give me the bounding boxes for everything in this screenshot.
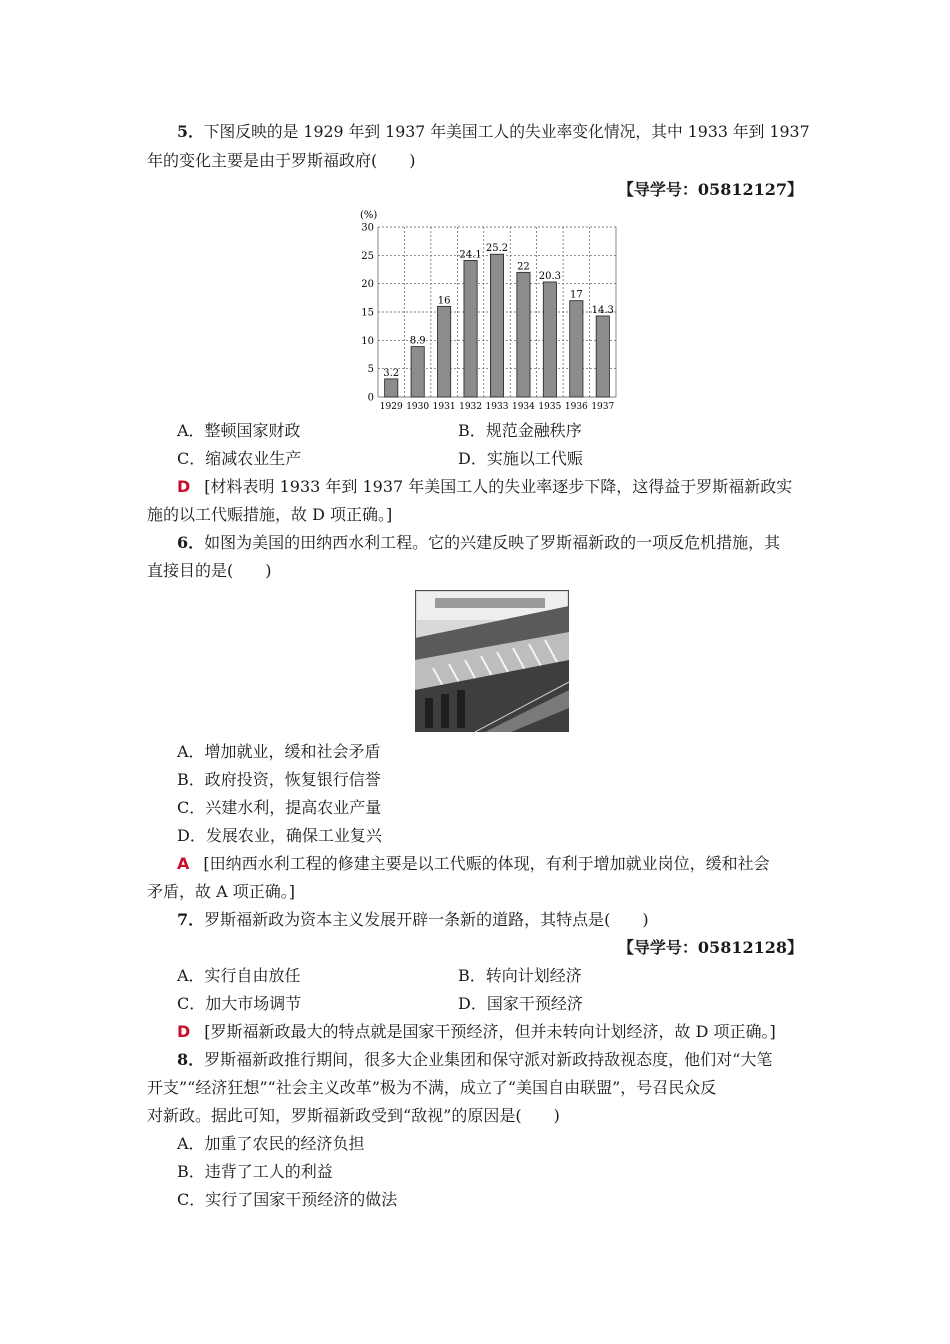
x-tick-label: 1931 [432, 402, 456, 412]
q7-option-c[interactable]: C．加大市场调节 [177, 994, 302, 1013]
q6-explanation-text: [田纳西水利工程的修建主要是以工代赈的体现，有利于增加就业岗位，缓和社会 [203, 854, 770, 873]
x-tick-label: 1936 [564, 402, 588, 412]
chart-y-unit: (%) [360, 210, 378, 221]
x-tick-label: 1934 [511, 402, 535, 412]
q7-stem-text: 罗斯福新政为资本主义发展开辟一条新的道路，其特点是( ) [204, 910, 649, 929]
q6-stem-text: 如图为美国的田纳西水利工程。它的兴建反映了罗斯福新政的一项反危机措施，其 [204, 533, 781, 552]
x-tick-label: 1933 [485, 402, 509, 412]
q5-option-b[interactable]: B．规范金融秩序 [458, 421, 582, 440]
tennessee-dam-photo [415, 590, 569, 732]
q5-guide-number: 【导学号：05812127】 [617, 180, 803, 199]
q5-option-a[interactable]: A．整顿国家财政 [177, 421, 301, 440]
q5-stem-line1 [177, 122, 810, 142]
bar-1930 [411, 347, 424, 397]
y-tick-label: 0 [367, 392, 374, 404]
q5-option-c[interactable]: C．缩减农业生产 [177, 449, 302, 468]
x-tick-label: 1932 [459, 402, 483, 412]
q6-stem-line2: 直接目的是( ) [147, 561, 272, 580]
q8-stem-line1 [177, 1050, 772, 1070]
chart-bars [385, 254, 610, 397]
q7-option-b[interactable]: B．转向计划经济 [458, 966, 582, 985]
bar-1929 [385, 379, 398, 397]
chart-y-ticks [361, 223, 374, 404]
bar-value-label: 8.9 [409, 335, 426, 347]
x-tick-label: 1929 [379, 402, 403, 412]
q7-stem-line1 [177, 910, 649, 930]
y-tick-label: 20 [361, 279, 374, 291]
bar-1936 [570, 301, 583, 397]
bar-value-label: 17 [569, 289, 583, 301]
y-tick-label: 15 [361, 307, 374, 319]
q8-number: 8． [177, 1050, 205, 1069]
bar-1934 [517, 272, 530, 397]
q7-option-d[interactable]: D．国家干预经济 [458, 994, 583, 1013]
q6-option-b[interactable]: B．政府投资，恢复银行信誉 [177, 770, 381, 789]
unemployment-bar-chart [352, 203, 622, 413]
q6-answer: A [177, 854, 190, 873]
bar-value-label: 14.3 [591, 304, 614, 316]
q5-answer: D [177, 477, 191, 496]
q5-explanation-line2: 施的以工代赈措施，故 D 项正确。] [147, 505, 393, 524]
q6-number: 6． [177, 533, 205, 552]
q5-explanation-line1 [177, 477, 792, 497]
q5-stem-text: 下图反映的是 1929 年到 1937 年美国工人的失业率变化情况，其中 1933 年到 1937 [203, 122, 810, 141]
q7-guide-number: 【导学号：05812128】 [617, 938, 803, 957]
q8-option-a[interactable]: A．加重了农民的经济负担 [177, 1134, 365, 1153]
bar-1937 [596, 316, 609, 397]
q5-option-d[interactable]: D．实施以工代赈 [458, 449, 583, 468]
x-tick-label: 1935 [538, 402, 562, 412]
bar-1935 [543, 282, 556, 397]
q7-explanation-line1 [177, 1022, 776, 1042]
bar-value-label: 20.3 [538, 270, 562, 282]
bar-value-label: 3.2 [383, 367, 400, 379]
q7-answer: D [177, 1022, 191, 1041]
y-tick-label: 30 [361, 222, 374, 234]
q5-number: 5． [177, 122, 204, 141]
x-tick-label: 1937 [591, 402, 615, 412]
y-tick-label: 10 [361, 335, 374, 347]
q6-option-c[interactable]: C．兴建水利，提高农业产量 [177, 798, 382, 817]
chart-x-ticks [380, 402, 615, 412]
q8-stem-line2: 开支”“经济狂想”“社会主义改革”极为不满，成立了“美国自由联盟”，号召民众反 [147, 1078, 717, 1097]
q6-explanation-line2: 矛盾，故 A 项正确。] [147, 882, 295, 901]
q7-number: 7． [177, 910, 205, 929]
q7-explanation-text: [罗斯福新政最大的特点就是国家干预经济，但并未转向计划经济，故 D 项正确。] [204, 1022, 776, 1041]
bar-1932 [464, 260, 477, 397]
q8-stem-line3: 对新政。据此可知，罗斯福新政受到“敌视”的原因是( ) [147, 1106, 560, 1125]
y-tick-label: 5 [367, 364, 374, 376]
q6-explanation-line1 [177, 854, 770, 874]
bar-value-label: 24.1 [459, 249, 482, 261]
bar-value-label: 16 [437, 295, 451, 307]
x-tick-label: 1930 [406, 402, 430, 412]
bar-value-label: 22 [517, 261, 530, 273]
bar-1931 [438, 306, 451, 397]
q8-option-c[interactable]: C．实行了国家干预经济的做法 [177, 1190, 398, 1209]
q6-stem-line1 [177, 533, 780, 553]
q6-option-d[interactable]: D．发展农业，确保工业复兴 [177, 826, 382, 845]
q8-stem-text: 罗斯福新政推行期间，很多大企业集团和保守派对新政持敌视态度，他们对“大笔 [204, 1050, 773, 1069]
q6-option-a[interactable]: A．增加就业，缓和社会矛盾 [177, 742, 381, 761]
q5-explanation-text: [材料表明 1933 年到 1937 年美国工人的失业率逐步下降，这得益于罗斯福新政实 [204, 477, 793, 496]
q8-option-b[interactable]: B．违背了工人的利益 [177, 1162, 333, 1181]
q7-option-a[interactable]: A．实行自由放任 [177, 966, 301, 985]
bar-1933 [490, 254, 503, 397]
q5-stem-line2: 年的变化主要是由于罗斯福政府( ) [147, 151, 416, 170]
y-tick-label: 25 [361, 250, 374, 262]
bar-value-label: 25.2 [485, 243, 509, 255]
